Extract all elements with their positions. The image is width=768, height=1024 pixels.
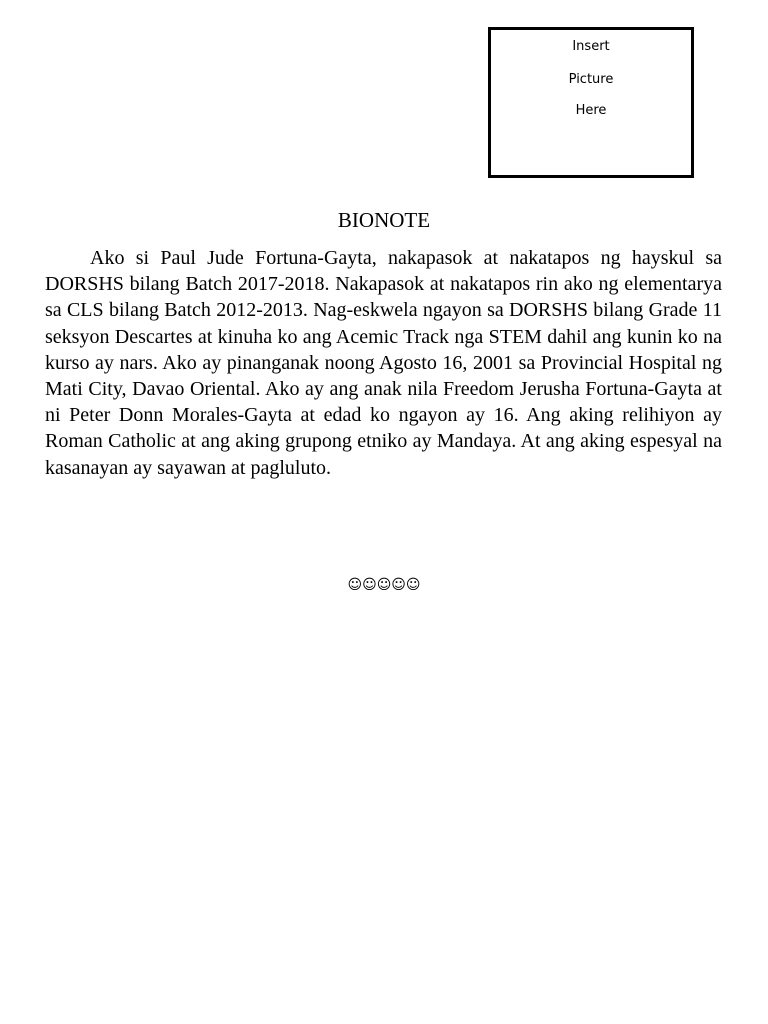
placeholder-line-insert: Insert: [572, 39, 610, 54]
placeholder-line-picture: Picture: [568, 72, 614, 87]
document-title: BIONOTE: [337, 208, 431, 232]
bionote-paragraph: Ako si Paul Jude Fortuna-Gayta, nakapasok at nakatapos ng hayskul sa DORSHS bilang Batch 2017-2018. Nakapasok at nakatapos rin ako ng elementarya sa CLS bilang Batch 2012-2013. Nag-eskwela ngayon sa DORSHS bilang Grade 11 seksyon Descartes at kinuha ko ang Acemic Track nga STEM dahil ang kunin ko na kurso ay nars. Ako ay pinanganak noong Agosto 16, 2001 sa Provincial Hospital ng Mati City, Davao Oriental. Ako ay ang anak nila Freedom Jerusha Fortuna-Gayta at ni Peter Donn Morales-Gayta at edad ko ngayon ay 16. Ang aking relihiyon ay Roman Catholic at ang aking grupong etniko ay Mandaya. At ang aking espesyal na kasanayan ay sayawan at pagluluto.: [45, 247, 722, 479]
insert-picture-placeholder: [488, 27, 694, 178]
smiley-row: ☺☺☺☺☺: [347, 577, 421, 593]
placeholder-line-here: Here: [575, 103, 607, 118]
